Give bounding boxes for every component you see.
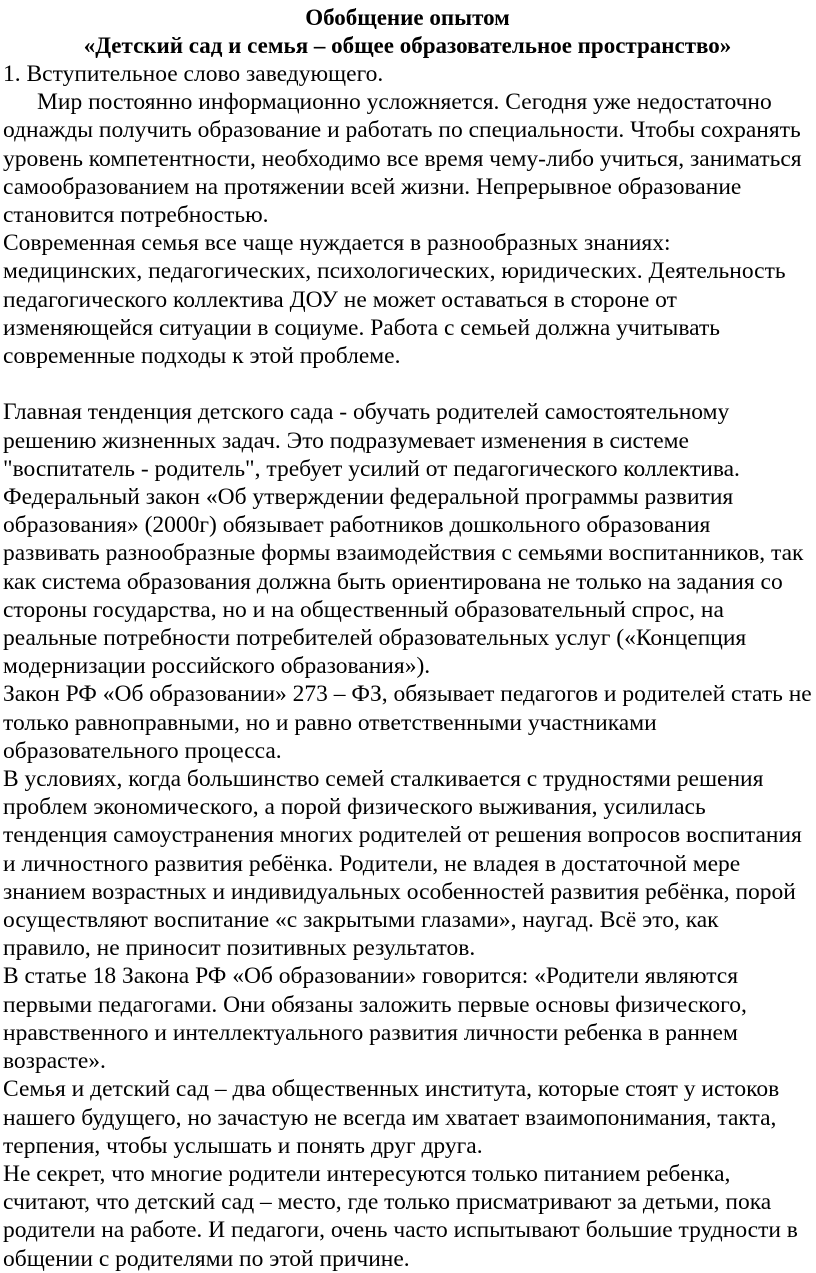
paragraph-modern-family: Современная семья все чаще нуждается в разнообразных знаниях: медицинских, педагогических, психологических, юридических. Деятельность педагогического коллектива ДОУ не может оставаться в стороне от изменяющейся ситуации в социуме. Работа с семьей должна учитывать современные подходы к этой проблеме. bbox=[3, 230, 786, 370]
paragraph-education-law: Закон РФ «Об образовании» 273 – ФЗ, обязывает педагогов и родителей стать не только равноправными, но и равно ответственными участниками образовательного процесса. bbox=[3, 681, 812, 764]
section-heading-intro: 1. Вступительное слово заведующего. bbox=[3, 61, 384, 87]
paragraph-two-institutions: Семья и детский сад – два общественных института, которые стоят у истоков нашего будущего, но зачастую не всегда им хватает взаимопонимания, такта, терпения, чтобы услышать и понять друг друга. bbox=[3, 1076, 780, 1159]
paragraph-family-difficulties: В условиях, когда большинство семей сталкивается с трудностями решения проблем экономического, а порой физического выживания, усилилась тенденция самоустранения многих родителей от решения вопросов воспитания и личностного развития ребёнка. Родители, не владея в достаточной мере знанием возрастных и индивидуальных особенностей развития ребёнка, порой осуществляют воспитание «с закрытыми глазами», наугад. Всё это, как правило, не приносит позитивных результатов. bbox=[3, 766, 802, 962]
blank-line bbox=[3, 370, 812, 398]
paragraph-information-world: Мир постоянно информационно усложняется. Сегодня уже недостаточно однажды получить образование и работать по специальности. Чтобы сохранять уровень компетентности, необходимо все время чему-либо учиться, заниматься самообразованием на протяжении всей жизни. Непрерывное образование становится потребностью. bbox=[3, 89, 802, 229]
paragraph-main-tendency: Главная тенденция детского сада - обучать родителей самостоятельному решению жизненных задач. Это подразумевает изменения в системе "воспитатель - родитель", требует усилий от педагогического коллектива. Федеральный закон «Об утверждении федеральной программы развития образования» (2000г) обязывает работников дошкольного образования развивать разнообразные формы взаимодействия с семьями воспитанников, так как система образования должна быть ориентирована не только на задания со стороны государства, но и на общественный образовательный спрос, на реальные потребности потребителей образовательных услуг («Концепция модернизации российского образования»). bbox=[3, 399, 804, 680]
paragraph-article-18: В статье 18 Закона РФ «Об образовании» говорится: «Родители являются первыми педагогами. Они обязаны заложить первые основы физического, нравственного и интеллектуального развития личности ребенка в раннем возрасте». bbox=[3, 963, 747, 1075]
document-title: Обобщение опытом bbox=[305, 5, 510, 30]
document-subtitle: «Детский сад и семья – общее образовательное пространство» bbox=[83, 33, 732, 58]
paragraph-parents-interest: Не секрет, что многие родители интересуются только питанием ребенка, считают, что детский сад – место, где только присматривают за детьми, пока родители на работе. И педагоги, очень часто испытывают большие трудности в общении с родителями по этой причине. bbox=[3, 1160, 798, 1272]
